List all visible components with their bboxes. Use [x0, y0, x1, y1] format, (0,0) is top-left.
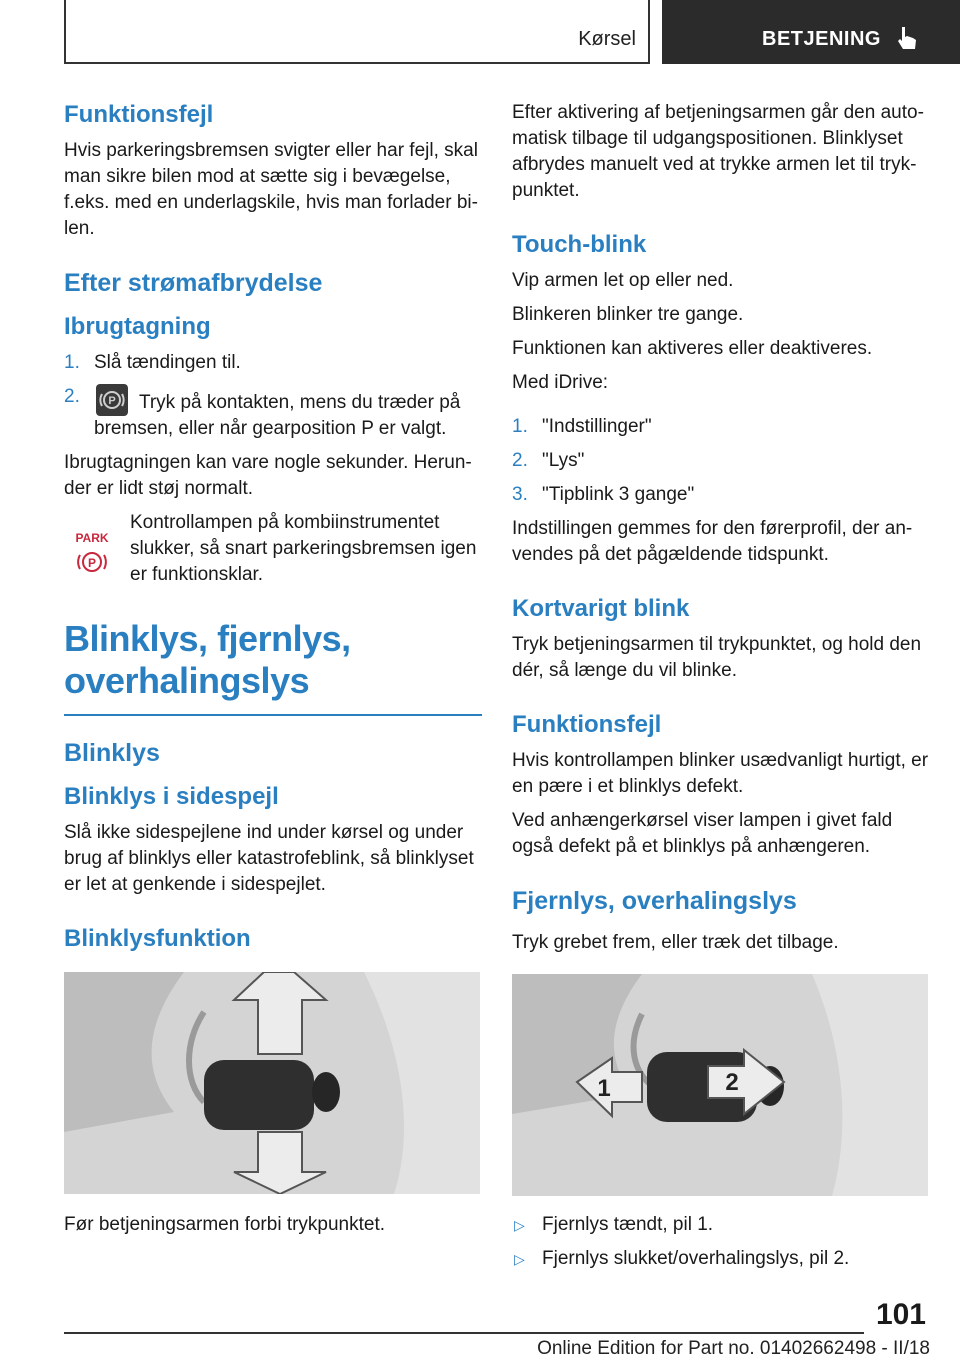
idrive-steps	[512, 414, 930, 508]
turn-signal-lever-photo	[64, 972, 480, 1194]
intro-text: Efter aktivering af betjeningsarmen går den auto-matisk tilbage til udgangspositionen. Blinklyset afbrydes manuelt ved at trykke armen let til tryk-punktet.	[512, 102, 924, 201]
list-item	[512, 1212, 930, 1238]
list-item	[512, 414, 930, 440]
ibrugtagning-heading: Ibrugtagning	[64, 313, 211, 340]
arrow-1-label: 1	[597, 1075, 611, 1102]
bullet-text: Fjernlys tændt, pil 1.	[542, 1214, 714, 1235]
page-number: 101	[875, 1298, 926, 1331]
header-bottom-rule	[64, 62, 650, 64]
fejl-text-1: Hvis kontrollampen blinker usædvanligt hurtigt, er en pære i et blinklys defekt.	[512, 750, 929, 797]
touch-line-1: Vip armen let op eller ned.	[512, 270, 734, 291]
step-text: "Indstillinger"	[542, 416, 652, 437]
fjernlys-heading: Fjernlys, overhalingslys	[512, 887, 797, 915]
footer-rule	[64, 1332, 864, 1334]
step-number: 2.	[512, 450, 528, 471]
right-column	[512, 100, 930, 1280]
header-separator	[648, 0, 650, 64]
blinklysfunktion-heading: Blinklysfunktion	[64, 925, 251, 952]
header-tab[interactable]	[662, 0, 960, 64]
title-rule	[64, 714, 482, 716]
arrow-2-label: 2	[725, 1069, 739, 1096]
park-indicator-label: PARK	[75, 531, 109, 545]
sidespejl-text: Slå ikke sidespejlene ind under kørsel og under brug af blinklys eller katastrofeblink, så blinklyset er let at genkende i sidespejlet.	[64, 822, 474, 895]
list-item	[512, 1246, 930, 1272]
step-number: 3.	[512, 484, 528, 505]
blinklys-main-title-line1: Blinklys, fjernlys,	[64, 618, 351, 659]
fjernlys-text: Tryk grebet frem, eller træk det tilbage.	[512, 932, 839, 953]
indicator-text: Kontrollampen på kombiinstrumentet slukker, så snart parkeringsbremsen igen er funktionsklar.	[130, 512, 477, 585]
step-text: Slå tændingen til.	[94, 352, 241, 373]
funktionsfejl-right-heading: Funktionsfejl	[512, 711, 662, 738]
touch-line-3: Funktionen kan aktiveres eller deaktiveres.	[512, 338, 873, 359]
touch-line-4: Med iDrive:	[512, 372, 609, 393]
parking-brake-button-icon	[96, 384, 128, 416]
kortvarigt-text: Tryk betjeningsarmen til trykpunktet, og hold den dér, så længe du vil blinke.	[512, 634, 922, 681]
funktionsfejl-heading: Funktionsfejl	[64, 101, 214, 128]
step-number: 2.	[64, 386, 80, 407]
list-item	[64, 384, 482, 442]
ibrugtagning-note: Ibrugtagningen kan vare nogle sekunder. Herun-der er lidt støj normalt.	[64, 452, 472, 499]
efter-heading: Efter strømafbrydelse	[64, 269, 323, 297]
park-indicator-icon	[72, 530, 112, 580]
ibrugtagning-steps	[64, 350, 482, 442]
header-left-rule	[64, 0, 66, 64]
idrive-note: Indstillingen gemmes for den førerprofil, der an-vendes på det pågældende tidspunkt.	[512, 518, 913, 565]
indicator-block	[64, 510, 482, 600]
funktionsfejl-text: Hvis parkeringsbremsen svigter eller har fejl, skal man sikre bilen mod at sætte sig i bevægelse, f.eks. med en underlagskile, hvis man forlader bi-len.	[64, 140, 478, 239]
bullet-text: Fjernlys slukket/overhalingslys, pil 2.	[542, 1248, 850, 1269]
touch-blink-heading: Touch-blink	[512, 231, 647, 258]
list-item	[64, 350, 482, 376]
step-text: "Lys"	[542, 450, 585, 471]
sidespejl-heading: Blinklys i sidespejl	[64, 783, 279, 810]
hand-pointer-icon	[894, 25, 920, 51]
park-indicator-symbol: P	[87, 556, 97, 570]
left-column	[64, 100, 482, 1246]
header-tab-label: BETJENING	[762, 28, 881, 50]
svg-text:P: P	[108, 395, 116, 407]
footer-edition[interactable]: Online Edition for Part no. 01402662498 - II/18	[537, 1338, 930, 1359]
touch-line-2: Blinkeren blinker tre gange.	[512, 304, 744, 325]
step-number: 1.	[64, 352, 80, 373]
triangle-bullet-icon: ▷	[514, 1217, 525, 1233]
list-item	[512, 448, 930, 474]
fjernlys-bullets	[512, 1212, 930, 1272]
step-number: 1.	[512, 416, 528, 437]
step-text: "Tipblink 3 gange"	[542, 484, 695, 505]
step-text: Tryk på kontakten, mens du træder på bremsen, eller når gearposition P er valgt.	[94, 392, 461, 439]
fejl-text-2: Ved anhængerkørsel viser lampen i givet fald også defekt på et blinklys på anhængeren.	[512, 810, 893, 857]
photo-caption: Før betjeningsarmen forbi trykpunktet.	[64, 1214, 386, 1235]
list-item	[512, 482, 930, 508]
header-section-label[interactable]: Kørsel	[578, 28, 636, 50]
blinklys-main-title-line2: overhalingslys	[64, 660, 310, 701]
kortvarigt-heading: Kortvarigt blink	[512, 595, 690, 622]
triangle-bullet-icon: ▷	[514, 1251, 525, 1267]
blinklys-heading: Blinklys	[64, 739, 160, 767]
high-beam-lever-photo	[512, 974, 928, 1196]
